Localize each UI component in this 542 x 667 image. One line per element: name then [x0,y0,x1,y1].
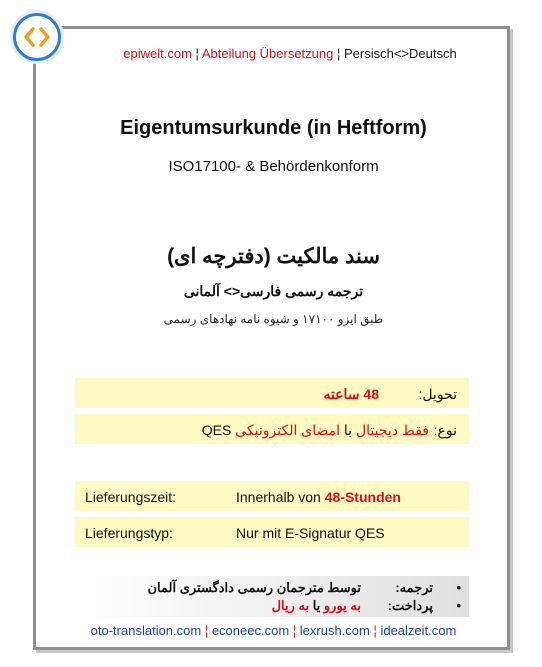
fa-delivery-value: 48 ساعته [323,386,379,402]
payment-euro: به یورو [323,598,361,613]
de-delivery-row [75,481,469,511]
department-label: Abteilung Übersetzung [201,46,334,61]
de-type-label: Lieferungstyp: [85,525,173,541]
logo-icon [13,13,61,61]
payment-rial: به ریال [271,598,310,613]
language-pair: Persisch<>Deutsch [343,46,457,61]
fa-type-label: نوع: [433,422,457,438]
de-delivery-prefix: Innerhalb von [236,489,325,505]
footer-separator: ¦ [369,623,381,638]
document-note-fa: طبق ایزو ۱۷۱۰۰ و شیوه نامه نهادهای رسمی [163,312,384,326]
bullet-translation-label: ترجمه: [395,580,433,595]
header-line [60,46,520,61]
fa-delivery-label: تحویل: [418,386,457,402]
footer-link[interactable]: econeec.com [211,623,290,638]
fa-delivery-row [75,378,469,408]
fa-type-with: با [340,422,356,438]
de-delivery-highlight: 48-Stunden [324,489,401,505]
bullet-translation-value: توسط مترجمان رسمی دادگستری آلمان [147,580,361,595]
de-type-row [75,517,469,547]
document-title-de: Eigentumsurkunde (in Heftform) [120,117,427,139]
fa-type-row [75,414,469,444]
info-bullets [75,576,469,617]
payment-or: یا [309,598,324,613]
header-separator: ¦ [333,46,344,61]
bullet-payment-value [272,598,361,614]
header-separator: ¦ [191,46,202,61]
footer-links [36,623,511,638]
document-subtitle-de: ISO17100- & Behördenkonform [168,158,379,175]
de-delivery-label: Lieferungszeit: [85,489,177,505]
footer-separator: ¦ [201,623,212,638]
bullet-marker: • [456,580,461,595]
fa-type-value [202,422,429,439]
footer-separator: ¦ [289,623,300,638]
document-title-fa: سند مالکیت (دفترچه ای) [167,245,380,268]
bullet-marker: • [456,598,461,613]
de-type-value: Nur mit E-Signatur QES [236,525,385,541]
document-subtitle-fa: ترجمه رسمی فارسی<> آلمانی [183,283,364,299]
code-brackets-icon [23,26,51,48]
bullet-payment-label: پرداخت: [387,598,433,613]
de-delivery-value [236,489,401,505]
fa-type-signature: امضای الکترونیکی [235,422,341,438]
site-link[interactable]: epiwelt.com [123,46,192,61]
footer-link[interactable]: lexrush.com [299,623,370,638]
footer-link[interactable]: idealzeit.com [380,623,457,638]
fa-type-digital: فقط دیجیتال [355,422,429,438]
footer-link[interactable]: oto-translation.com [90,623,202,638]
fa-type-qes: QES [201,422,236,438]
